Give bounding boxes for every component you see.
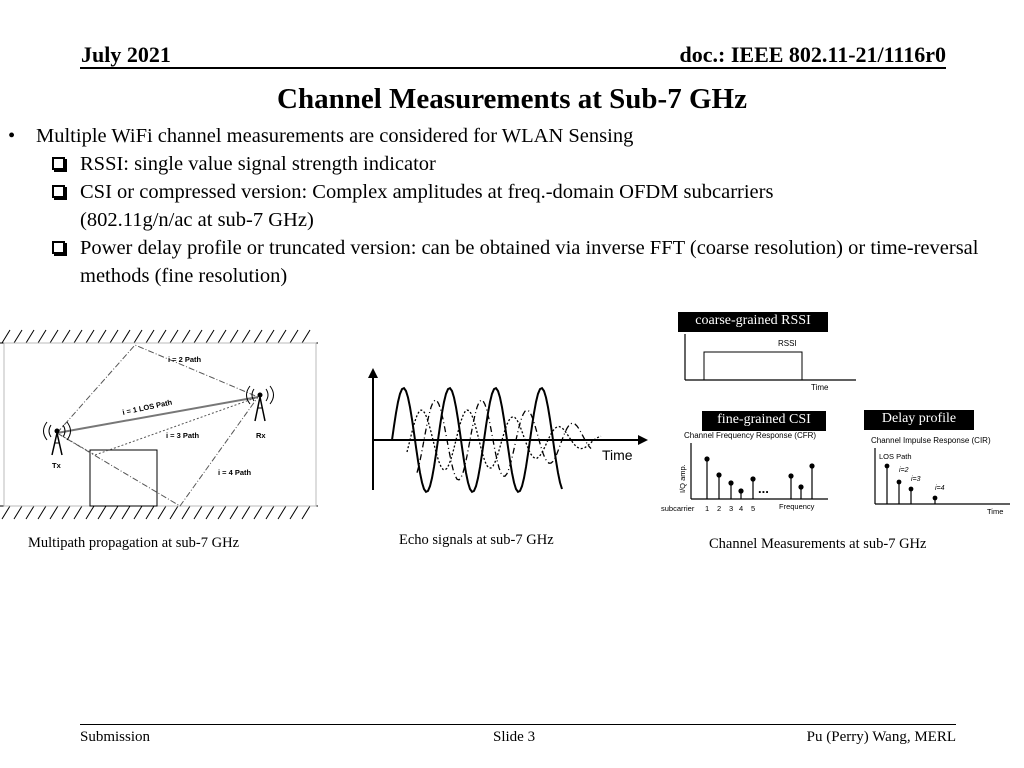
header-doc-id: doc.: IEEE 802.11-21/1116r0 xyxy=(679,42,946,67)
iq-amp-label: I/Q amp. xyxy=(678,464,687,493)
rssi-tag: coarse-grained RSSI xyxy=(678,312,828,332)
delay-profile-tag: Delay profile xyxy=(864,410,974,430)
multipath-caption: Multipath propagation at sub-7 GHz xyxy=(28,535,240,551)
cir-i3-label: i=3 xyxy=(911,476,921,483)
cfr-dots: ... xyxy=(758,481,769,496)
square-bullet-icon xyxy=(52,241,65,254)
cir-i2-label: i=2 xyxy=(899,467,909,474)
x-axis-arrow-icon xyxy=(638,435,648,445)
cfr-title: Channel Frequency Response (CFR) xyxy=(684,431,817,440)
measurements-caption: Channel Measurements at sub-7 GHz xyxy=(709,536,927,552)
echo-caption: Echo signals at sub-7 GHz xyxy=(399,532,554,548)
path-4-label: i = 4 Path xyxy=(218,468,252,477)
path-1-label: i = 1 LOS Path xyxy=(121,397,173,417)
stem-marker xyxy=(933,496,938,501)
path-2-label: i = 2 Path xyxy=(168,355,202,364)
multipath-figure xyxy=(0,325,325,525)
stem-marker xyxy=(897,480,902,485)
stem-marker xyxy=(716,472,721,477)
csi-tag: fine-grained CSI xyxy=(702,411,826,431)
header-date: July 2021 xyxy=(81,42,171,67)
sub-bullet-text: CSI or compressed version: Complex amplitudes at freq.-domain OFDM subcarriers (802.11g/n/ac at sub-7 GHz) xyxy=(80,181,774,231)
footer-submission: Submission xyxy=(80,729,151,745)
stem-marker xyxy=(738,488,743,493)
stem-marker xyxy=(809,463,814,468)
cir-stems xyxy=(885,464,938,504)
cir-plot xyxy=(866,430,1016,518)
cir-time-label: Time xyxy=(987,507,1004,516)
bullet-dot: • xyxy=(8,125,16,147)
square-bullet-icon xyxy=(52,157,65,170)
stem-marker xyxy=(885,464,890,469)
subcarrier-tick-1: 1 xyxy=(705,504,710,513)
frequency-label: Frequency xyxy=(779,502,815,511)
cir-i4-label: i=4 xyxy=(935,485,945,492)
floor-hatch xyxy=(0,506,318,519)
sub-bullet-text: Power delay profile or truncated version: can be obtained via inverse FFT (coarse resolution) or time-reversal methods (fine resolution) xyxy=(80,237,979,287)
echo-time-label: Time xyxy=(602,447,633,463)
stem-marker xyxy=(909,487,914,492)
stem-marker xyxy=(750,476,755,481)
rssi-plot xyxy=(678,330,858,392)
tx-label: Tx xyxy=(52,461,61,470)
subcarrier-label: subcarrier xyxy=(661,504,695,513)
footer-author: Pu (Perry) Wang, MERL xyxy=(806,729,956,745)
bullet-main-text: Multiple WiFi channel measurements are considered for WLAN Sensing xyxy=(36,125,634,147)
rssi-label: RSSI xyxy=(778,339,797,348)
footer-slide-number: Slide 3 xyxy=(493,729,536,745)
stem-marker xyxy=(704,456,709,461)
stem-marker xyxy=(798,484,803,489)
rssi-time-label: Time xyxy=(811,383,829,392)
rssi-level-box xyxy=(704,352,802,380)
sub-bullet-text: RSSI: single value signal strength indicator xyxy=(80,153,436,175)
stem-marker xyxy=(728,480,733,485)
path-3-label: i = 3 Path xyxy=(166,431,200,440)
subcarrier-tick-5: 5 xyxy=(751,504,756,513)
header-rule xyxy=(80,67,946,69)
ceiling-hatch xyxy=(0,330,318,343)
path-2-line xyxy=(57,345,258,433)
cfr-plot xyxy=(658,427,838,517)
stem-marker xyxy=(788,473,793,478)
cir-title: Channel Impulse Response (CIR) xyxy=(871,436,991,445)
slide-title: Channel Measurements at Sub-7 GHz xyxy=(277,83,747,115)
y-axis-arrow-icon xyxy=(368,368,378,378)
footer-rule xyxy=(80,724,956,725)
room-outline xyxy=(4,343,316,506)
square-bullet-icon xyxy=(52,185,65,198)
subcarrier-tick-2: 2 xyxy=(717,504,722,513)
tx-antenna-icon xyxy=(44,422,71,455)
los-path-label: LOS Path xyxy=(879,452,912,461)
echo-figure xyxy=(362,365,652,495)
rx-antenna-icon xyxy=(247,386,274,421)
rx-label: Rx xyxy=(256,431,266,440)
subcarrier-tick-3: 3 xyxy=(729,504,734,513)
subcarrier-tick-4: 4 xyxy=(739,504,744,513)
